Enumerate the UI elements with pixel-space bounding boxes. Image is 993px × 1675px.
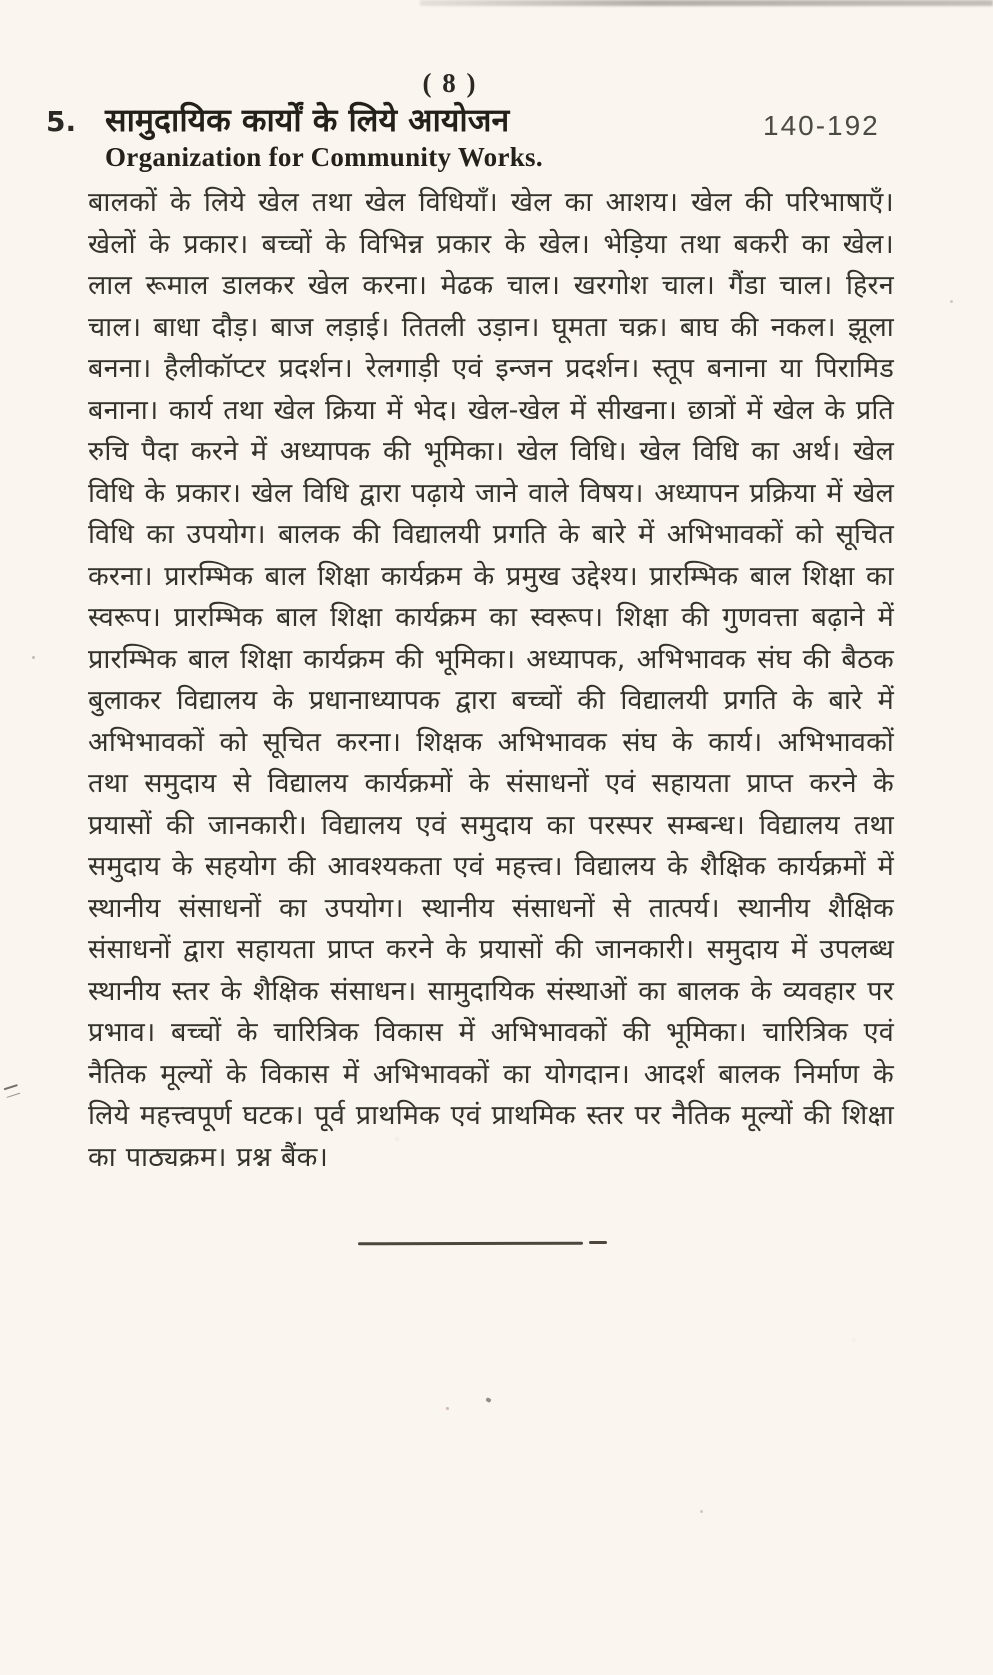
section-divider — [358, 1242, 618, 1246]
syllabus-body-text: बालकों के लिये खेल तथा खेल विधियाँ। खेल का आशय। खेल की परिभाषाएँ। खेलों के प्रकार। बच्चों के विभिन्न प्रकार के खेल। भेड़िया तथा बकरी का खेल। लाल रूमाल डालकर खेल करना। मेढक चाल। खरगोश चाल। गैंडा चाल। हिरन चाल। बाधा दौड़। बाज लड़ाई। तितली उड़ान। घूमता चक्र। बाघ की नकल। झूला बनना। हैलीकॉप्टर प्रदर्शन। रेलगाड़ी एवं इन्जन प्रदर्शन। स्तूप बनाना या पिरामिड बनाना। कार्य तथा खेल क्रिया में भेद। खेल-खेल में सीखना। छात्रों में खेल के प्रति रुचि पैदा करने में अध्यापक की भूमिका। खेल विधि। खेल विधि का अर्थ। खेल विधि के प्रकार। खेल विधि द्वारा पढ़ाये जाने वाले विषय। अध्यापन प्रक्रिया में खेल विधि का उपयोग। बालक की विद्यालयी प्रगति के बारे में अभिभावकों को सूचित करना। प्रारम्भिक बाल शिक्षा कार्यक्रम के प्रमुख उद्देश्य। प्रारम्भिक बाल शिक्षा का स्वरूप। प्रारम्भिक बाल शिक्षा कार्यक्रम का स्वरूप। शिक्षा की गुणवत्ता बढ़ाने में प्रारम्भिक बाल शिक्षा कार्यक्रम की भूमिका। अध्यापक, अभिभावक संघ की बैठक बुलाकर विद्यालय के प्रधानाध्यापक द्वारा बच्चों की विद्यालयी प्रगति के बारे में अभिभावकों को सूचित करना। शिक्षक अभिभावक संघ के कार्य। अभिभावकों तथा समुदाय से विद्यालय कार्यक्रमों के संसाधनों एवं सहायता प्राप्त करने के प्रयासों की जानकारी। विद्यालय एवं समुदाय का परस्पर सम्बन्ध। विद्यालय तथा समुदाय के सहयोग की आवश्यकता एवं महत्त्व। विद्यालय के शैक्षिक कार्यक्रमों में स्थानीय संसाधनों का उपयोग। स्थानीय संसाधनों से तात्पर्य। स्थानीय शैक्षिक संसाधनों द्वारा सहायता प्राप्त करने के प्रयासों की जानकारी। समुदाय में उपलब्ध स्थानीय स्तर के शैक्षिक संसाधन। सामुदायिक संस्थाओं का बालक के व्यवहार पर प्रभाव। बच्चों के चारित्रिक विकास में अभिभावकों की भूमिका। चारित्रिक एवं नैतिक मूल्यों के विकास में अभिभावकों का योगदान। आदर्श बालक निर्माण के लिये महत्त्वपूर्ण घटक। पूर्व प्राथमिक एवं प्राथमिक स्तर पर नैतिक मूल्यों की शिक्षा का पाठ्यक्रम। प्रश्न बैंक। — [88, 187, 894, 1173]
section-number: 5. — [46, 105, 77, 138]
scan-speck — [446, 1407, 449, 1410]
page-number: ( 8 ) — [422, 68, 478, 98]
scan-speck — [700, 1510, 703, 1513]
scan-speck — [485, 1397, 491, 1403]
margin-pen-mark — [4, 1084, 20, 1098]
scan-speck — [32, 656, 35, 659]
section-title-english: Organization for Community Works. — [105, 142, 543, 172]
scan-speck — [950, 300, 953, 303]
divider-long-rule — [358, 1242, 583, 1246]
divider-short-dash — [589, 1241, 607, 1244]
section-title-hindi: सामुदायिक कार्यों के लिये आयोजन — [105, 101, 510, 139]
section-page-range: 140-192 — [763, 110, 880, 141]
scan-edge-artifact — [420, 0, 993, 6]
